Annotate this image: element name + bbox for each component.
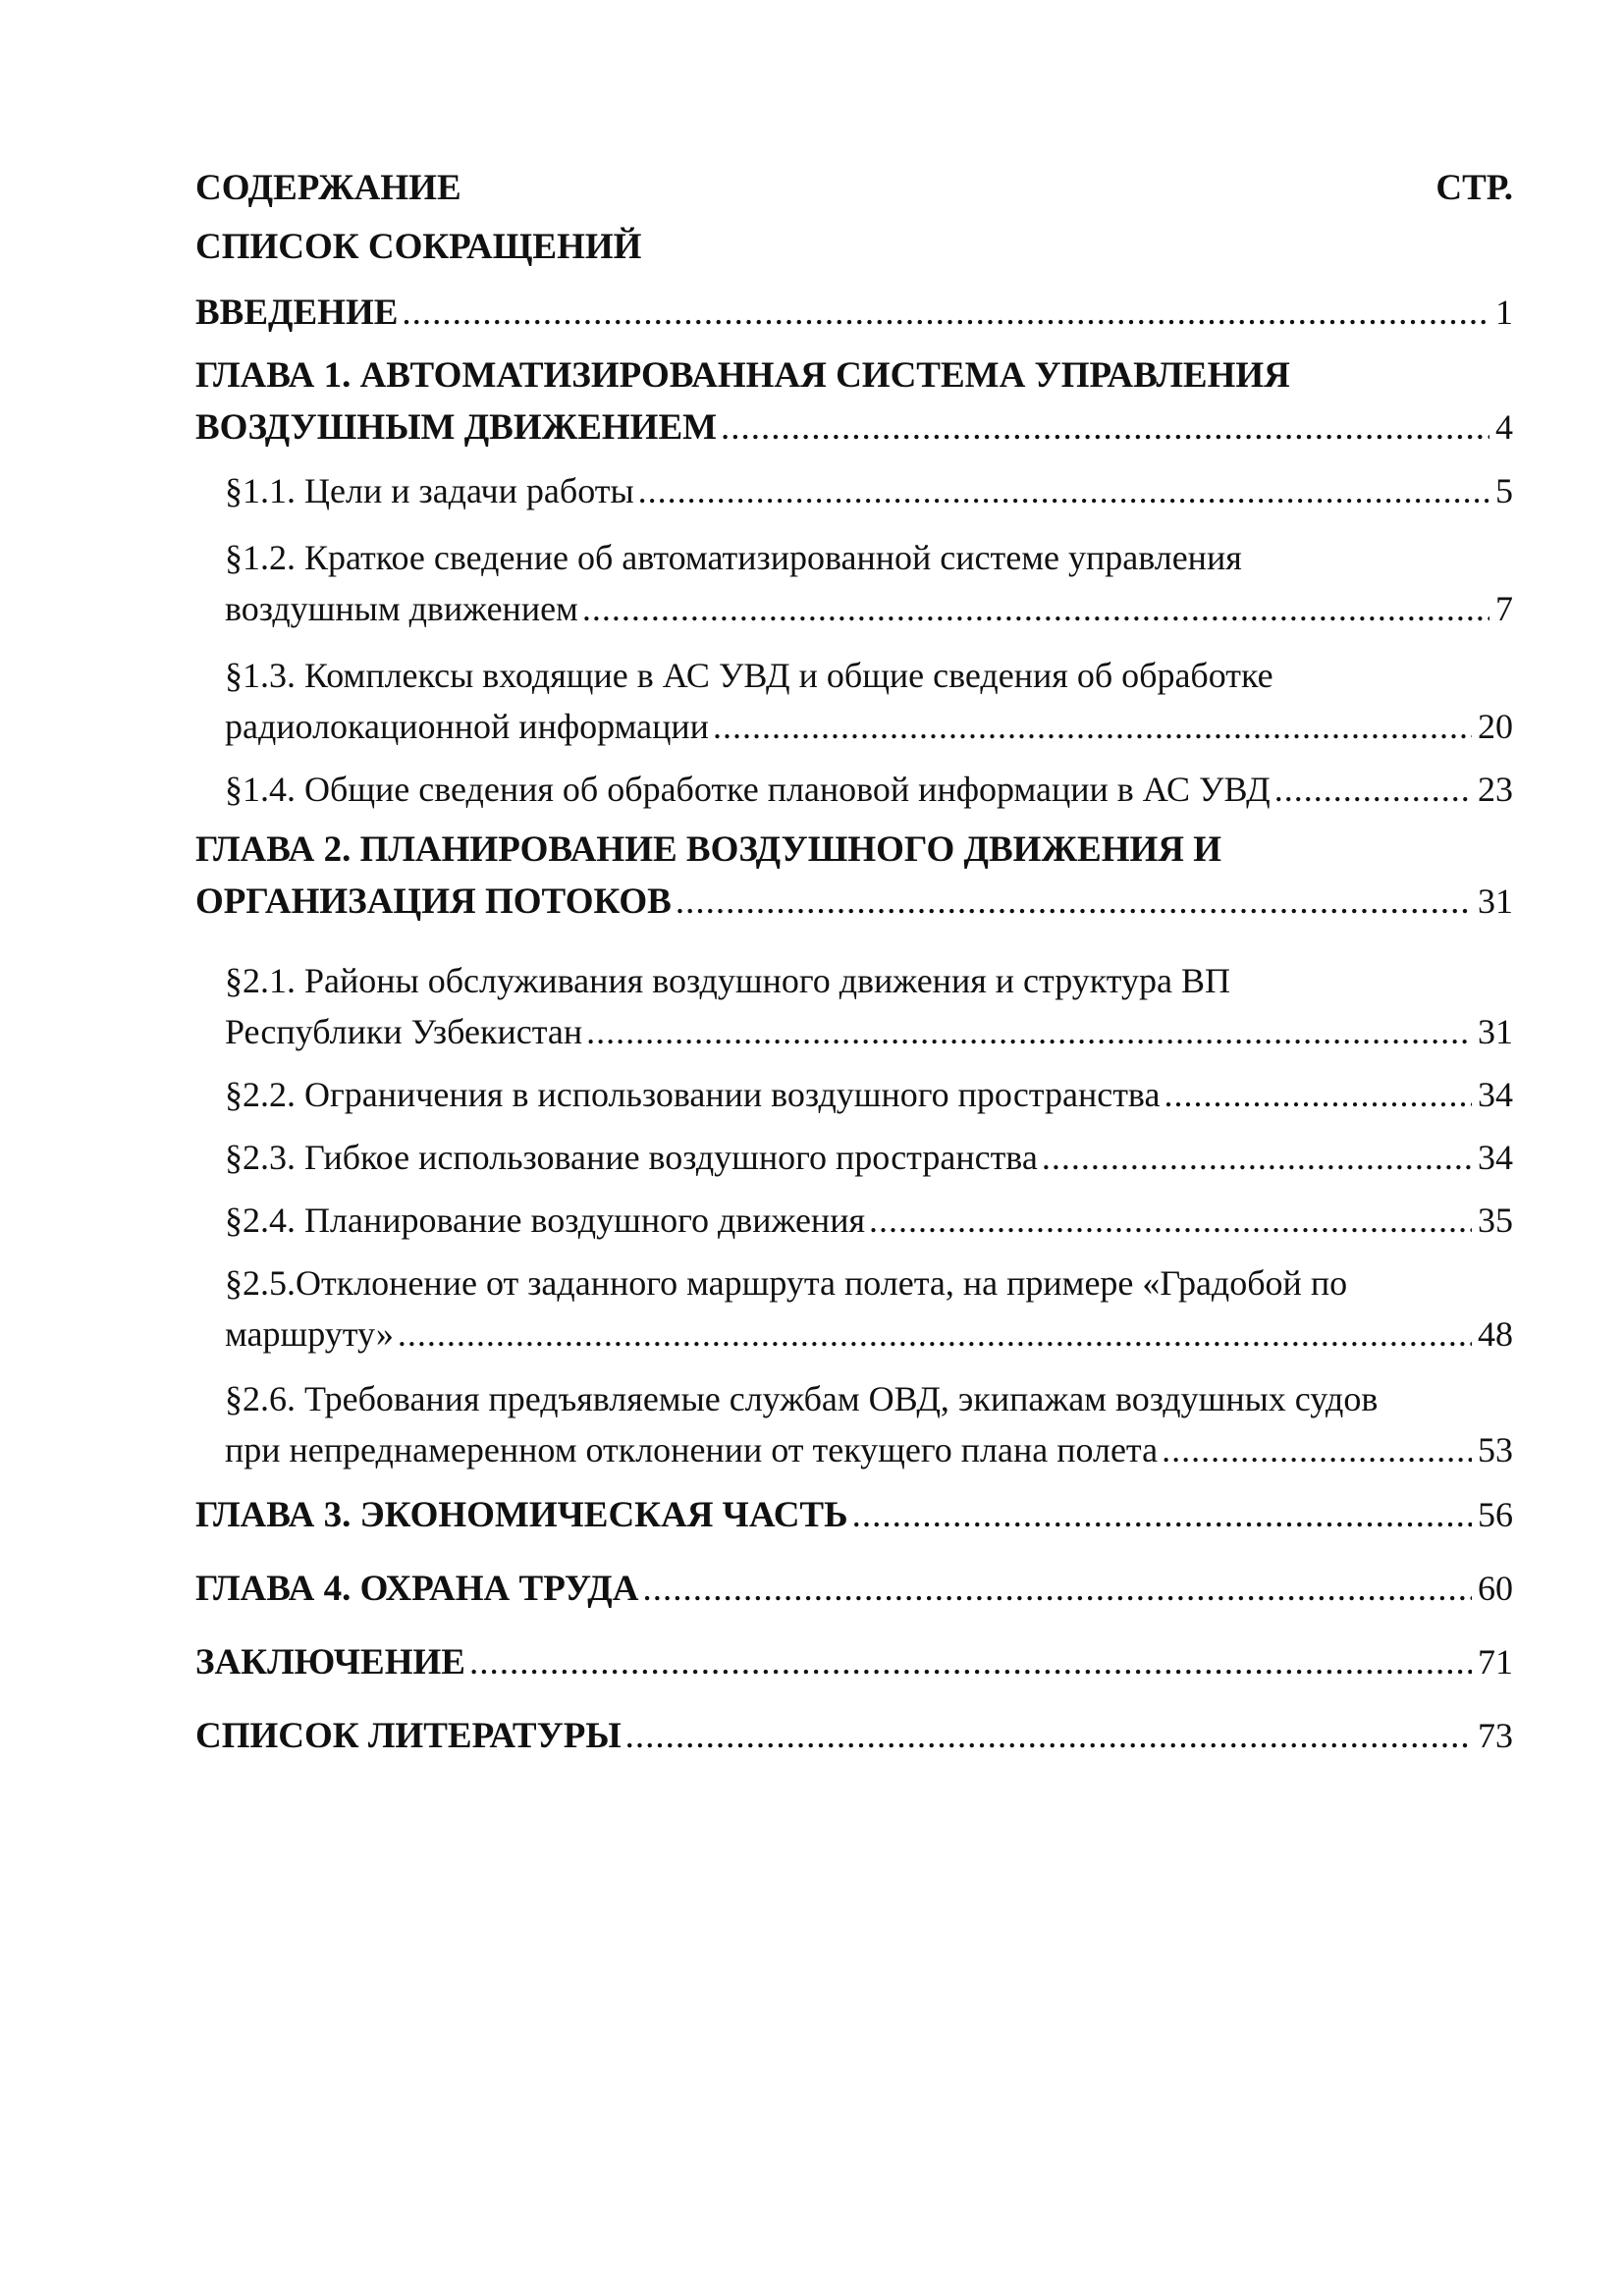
toc-section-entry[interactable] (195, 1132, 1513, 1183)
toc-page-number: 31 (1478, 881, 1513, 921)
toc-entry-line: ГЛАВА 2. ПЛАНИРОВАНИЕ ВОЗДУШНОГО ДВИЖЕНИЯ И (195, 829, 1222, 870)
toc-entry-title: ОРГАНИЗАЦИЯ ПОТОКОВ (195, 881, 672, 922)
table-of-contents (195, 167, 1513, 1762)
dot-leader (713, 701, 1472, 752)
toc-page-number: 7 (1495, 589, 1513, 628)
toc-entry-title: §1.1. Цели и задачи работы (225, 471, 634, 510)
toc-page-number: 23 (1478, 770, 1513, 809)
toc-section-entry[interactable] (195, 1257, 1513, 1360)
toc-entry-line: §2.1. Районы обслуживания воздушного движения и структура ВП (225, 961, 1230, 1000)
toc-chapter-entry[interactable] (195, 825, 1513, 928)
toc-entry-title: радиолокационной информации (225, 707, 709, 746)
toc-entry-leader-line (225, 701, 1513, 752)
dot-leader (586, 1006, 1472, 1057)
toc-entry-leader-line (225, 1006, 1513, 1057)
toc-page-number: 35 (1478, 1201, 1513, 1240)
toc-chapter-entry[interactable] (195, 1636, 1513, 1688)
toc-entry-leader-line (195, 287, 1513, 339)
toc-entry-title: ЗАКЛЮЧЕНИЕ (195, 1642, 465, 1682)
dot-leader (402, 288, 1489, 339)
toc-entry-line: §1.3. Комплексы входящие в АС УВД и общие сведения об обработке (225, 656, 1273, 695)
page-column-label: СТР. (1435, 168, 1513, 208)
toc-entry-leader-line (195, 1489, 1513, 1541)
toc-chapter-entry[interactable] (195, 350, 1513, 454)
toc-page-number: 60 (1478, 1569, 1513, 1608)
toc-entry-leader-line (195, 1636, 1513, 1688)
toc-page-number: 53 (1478, 1430, 1513, 1469)
dot-leader (625, 1711, 1472, 1762)
toc-section-entry[interactable] (195, 465, 1513, 516)
toc-entry-line: ГЛАВА 1. АВТОМАТИЗИРОВАННАЯ СИСТЕМА УПРАВЛЕНИЯ (195, 355, 1290, 396)
toc-entry-title: Республики Узбекистан (225, 1012, 583, 1051)
toc-entry-title: маршруту» (225, 1314, 394, 1354)
toc-entry-title: §2.2. Ограничения в использовании воздушного пространства (225, 1075, 1161, 1114)
toc-page-number: 56 (1478, 1495, 1513, 1534)
dot-leader (1162, 1424, 1472, 1475)
toc-section-entry[interactable] (195, 1373, 1513, 1475)
dot-leader (852, 1490, 1472, 1541)
toc-entry-leader-line (225, 1195, 1513, 1246)
toc-entry-line: §2.5.Отклонение от заданного маршрута полета, на примере «Градобой по (225, 1263, 1348, 1303)
toc-section-entry[interactable] (195, 764, 1513, 815)
toc-entry-leader-line (195, 401, 1513, 454)
toc-entry-leader-line (225, 583, 1513, 634)
toc-entry-line: §2.6. Требования предъявляемые службам ОВД, экипажам воздушных судов (225, 1379, 1379, 1418)
toc-chapter-entry[interactable] (195, 287, 1513, 339)
toc-chapter-entry[interactable] (195, 1710, 1513, 1762)
toc-section-entry[interactable] (195, 1195, 1513, 1246)
toc-chapter-entry[interactable] (195, 1489, 1513, 1541)
toc-entry-leader-line (225, 1308, 1513, 1360)
toc-page-number: 34 (1478, 1138, 1513, 1177)
dot-leader (721, 402, 1489, 454)
dot-leader (1164, 1069, 1472, 1120)
dot-leader (469, 1637, 1472, 1688)
toc-page-number: 48 (1478, 1314, 1513, 1354)
toc-entry-line: §1.2. Краткое сведение об автоматизированной системе управления (225, 538, 1242, 577)
toc-entry-title: ВВЕДЕНИЕ (195, 293, 399, 333)
toc-page-number: 34 (1478, 1075, 1513, 1114)
toc-page-number: 5 (1495, 471, 1513, 510)
dot-leader (1042, 1132, 1472, 1183)
dot-leader (676, 877, 1472, 928)
toc-title: СОДЕРЖАНИЕ (195, 168, 461, 208)
dot-leader (582, 583, 1489, 634)
toc-entry-leader-line (225, 1132, 1513, 1183)
dot-leader (398, 1308, 1472, 1360)
toc-entry-title: при непреднамеренном отклонении от текущего плана полета (225, 1430, 1159, 1469)
toc-page-number: 1 (1495, 293, 1513, 332)
toc-entry-leader-line (225, 1424, 1513, 1475)
toc-entries (195, 287, 1513, 1762)
toc-header (195, 167, 1513, 214)
toc-page-number: 31 (1478, 1012, 1513, 1051)
dot-leader (869, 1195, 1472, 1246)
toc-section-entry[interactable] (195, 532, 1513, 634)
toc-entry-title: §2.4. Планирование воздушного движения (225, 1201, 866, 1240)
toc-entry-title: СПИСОК ЛИТЕРАТУРЫ (195, 1716, 622, 1756)
toc-page-number: 20 (1478, 707, 1513, 746)
toc-entry-leader-line (225, 1069, 1513, 1120)
toc-section-entry[interactable] (195, 650, 1513, 752)
abbreviations-heading: СПИСОК СОКРАЩЕНИЙ (195, 227, 642, 267)
toc-entry-leader-line (195, 1563, 1513, 1615)
toc-page-number: 73 (1478, 1716, 1513, 1755)
toc-entry-title: §1.4. Общие сведения об обработке плановой информации в АС УВД (225, 770, 1271, 809)
dot-leader (1274, 764, 1472, 815)
toc-section-entry[interactable] (195, 955, 1513, 1057)
toc-entry-title: ГЛАВА 4. ОХРАНА ТРУДА (195, 1569, 639, 1609)
dot-leader (642, 1564, 1472, 1615)
toc-entry-leader-line (195, 1710, 1513, 1762)
toc-page-number: 71 (1478, 1642, 1513, 1682)
toc-entry-leader-line (195, 876, 1513, 928)
toc-entry-leader-line (225, 764, 1513, 815)
dot-leader (638, 465, 1489, 516)
toc-entry-title: §2.3. Гибкое использование воздушного пространства (225, 1138, 1038, 1177)
toc-entry-title: воздушным движением (225, 589, 578, 628)
toc-section-entry[interactable] (195, 1069, 1513, 1120)
toc-page-number: 4 (1495, 407, 1513, 447)
toc-chapter-entry[interactable] (195, 1563, 1513, 1615)
toc-entry-title: ГЛАВА 3. ЭКОНОМИЧЕСКАЯ ЧАСТЬ (195, 1495, 848, 1535)
toc-entry-title: ВОЗДУШНЫМ ДВИЖЕНИЕМ (195, 407, 718, 448)
toc-entry-leader-line (225, 465, 1513, 516)
